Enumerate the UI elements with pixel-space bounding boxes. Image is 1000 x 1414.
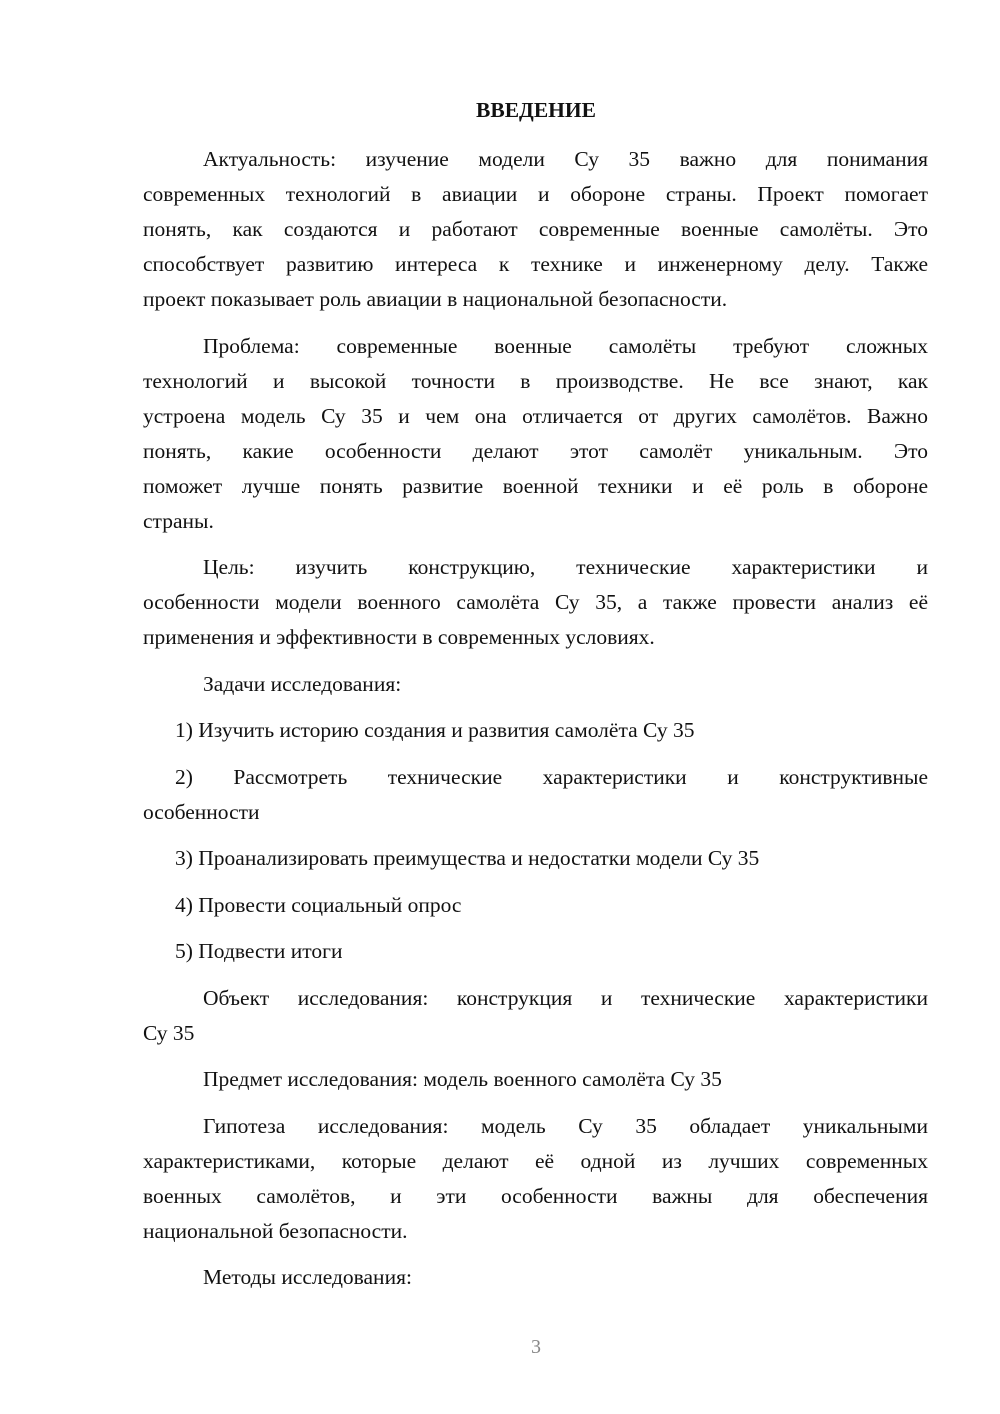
paragraph xyxy=(143,981,928,1051)
text-line: применения и эффективности в современных условиях. xyxy=(143,625,655,649)
text-line: страны. xyxy=(143,508,214,533)
list-item xyxy=(143,888,928,923)
list-item xyxy=(143,760,928,830)
text-line: особенности xyxy=(143,799,260,824)
text-line: Актуальность: изучение модели Су 35 важно для понимания xyxy=(203,147,928,171)
list-item xyxy=(143,841,928,876)
text-line: 1) Изучить историю создания и развития самолёта Су 35 xyxy=(175,718,695,742)
text-line: военных самолётов, и эти особенности важны для обеспечения xyxy=(143,1183,928,1208)
text-line: Проблема: современные военные самолёты требуют сложных xyxy=(203,333,928,358)
text-line: устроена модель Су 35 и чем она отличается от других самолётов. Важно xyxy=(143,403,928,428)
text-line: 5) Подвести итоги xyxy=(175,939,343,963)
text-line: поможет лучше понять развитие военной техники и её роль в обороне xyxy=(143,473,928,498)
text-line: понять, какие особенности делают этот самолёт уникальным. Это xyxy=(143,438,928,463)
text-line: Предмет исследования: модель военного самолёта Су 35 xyxy=(203,1067,722,1091)
text-line: Гипотеза исследования: модель Су 35 обладает уникальными xyxy=(203,1113,928,1138)
paragraph xyxy=(143,1109,928,1249)
text-line: особенности модели военного самолёта Су 35, а также провести анализ её xyxy=(143,590,928,614)
page-number: 3 xyxy=(531,1336,541,1358)
text-line: 3) Проанализировать преимущества и недостатки модели Су 35 xyxy=(175,846,760,870)
paragraph xyxy=(143,142,928,317)
text-line: Цель: изучить конструкцию, технические характеристики и xyxy=(203,555,928,579)
text-line: Задачи исследования: xyxy=(203,671,402,696)
paragraph xyxy=(143,1260,928,1295)
page-title: ВВЕДЕНИЕ xyxy=(476,98,596,122)
text-line: современных технологий в авиации и обороне страны. Проект помогает xyxy=(143,182,928,206)
text-line: Су 35 xyxy=(143,1020,195,1045)
text-line: Методы исследования: xyxy=(203,1265,412,1289)
text-line: национальной безопасности. xyxy=(143,1218,408,1243)
text-line: характеристиками, которые делают её одной из лучших современных xyxy=(143,1148,928,1173)
paragraph xyxy=(143,667,928,702)
text-line: 2) Рассмотреть технические характеристики и конструктивные xyxy=(175,764,928,789)
text-line: понять, как создаются и работают современные военные самолёты. Это xyxy=(143,217,928,241)
paragraph xyxy=(143,1062,928,1097)
text-line: технологий и высокой точности в производстве. Не все знают, как xyxy=(143,368,928,393)
text-line: способствует развитию интереса к технике и инженерному делу. Также xyxy=(143,252,928,276)
paragraph xyxy=(143,329,928,539)
document-body xyxy=(143,142,928,1307)
text-line: проект показывает роль авиации в национальной безопасности. xyxy=(143,287,728,311)
text-line: 4) Провести социальный опрос xyxy=(175,892,462,917)
list-item xyxy=(143,713,928,748)
text-line: Объект исследования: конструкция и технические характеристики xyxy=(203,985,928,1010)
paragraph xyxy=(143,550,928,655)
list-item xyxy=(143,934,928,969)
